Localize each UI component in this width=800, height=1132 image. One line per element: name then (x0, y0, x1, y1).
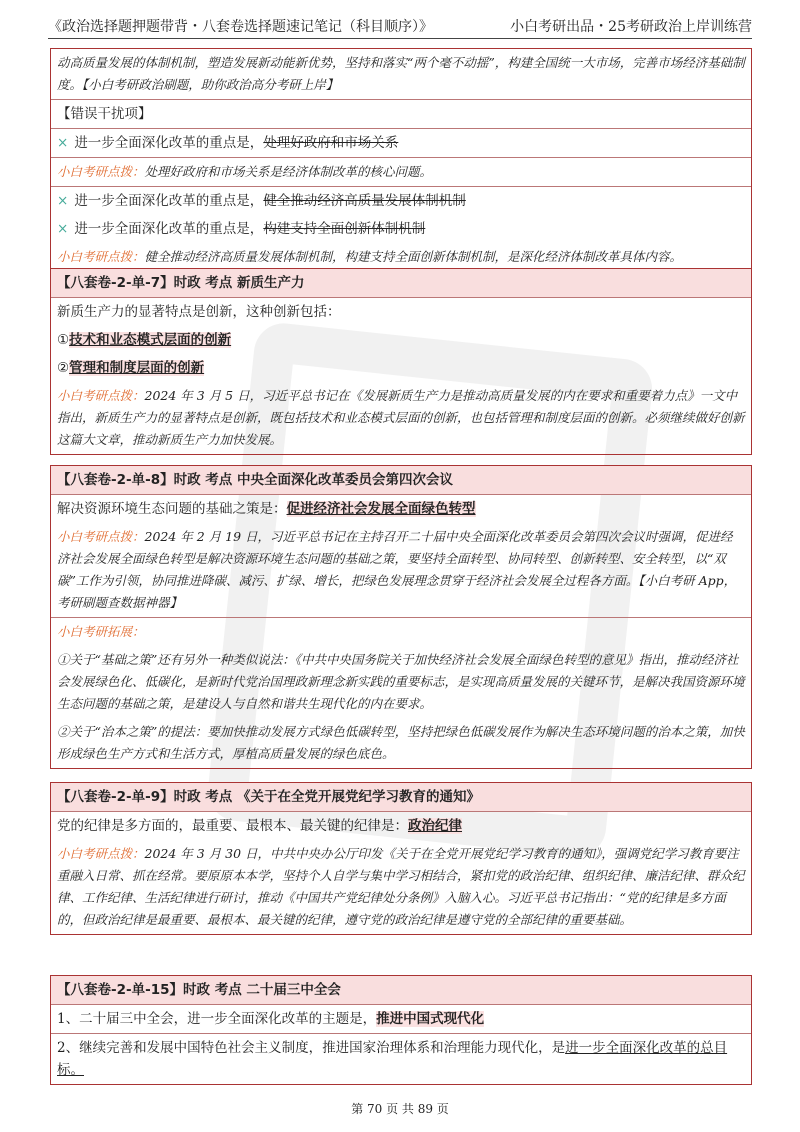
error-strike: 健全推动经济高质量发展体制机制 (263, 193, 466, 209)
page-header (48, 14, 752, 39)
item-text: 技术和业态模式层面的创新 (69, 332, 232, 348)
answer: 推进中国式现代化 (376, 1011, 485, 1027)
error-option-3 (51, 215, 751, 243)
block-reform-meeting (50, 465, 752, 769)
intro (51, 495, 751, 523)
line-prefix: 2、继续完善和发展中国特色社会主义制度，推进国家治理体系和治理能力现代化，是 (57, 1040, 566, 1056)
note-text: 处理好政府和市场关系是经济体制改革的核心问题。 (144, 164, 433, 179)
answer: 促进经济社会发展全面绿色转型 (286, 501, 476, 517)
intro-text: 解决资源环境生态问题的基础之策是： (57, 501, 287, 517)
block-continued (50, 48, 752, 272)
block-title: 【八套卷-2-单-9】时政 考点 《关于在全党开展党纪学习教育的通知》 (51, 783, 751, 812)
cross-icon: × (57, 221, 69, 237)
note (51, 382, 751, 454)
note-text: 2024 年 3 月 5 日，习近平总书记在《发展新质生产力是推动高质量发展的内在要求和重要着力点》一文中指出，新质生产力的显著特点是创新，既包括技术和业态模式层面的创新，也包括管理和制度层面的创新。必须继续做好创新这篇大文章，推动新质生产力加快发展。 (57, 388, 745, 447)
note-2 (51, 243, 751, 271)
item-2 (51, 354, 751, 382)
intro (51, 812, 751, 840)
note-label: 小白考研点拨： (57, 249, 145, 264)
error-option-2 (51, 187, 751, 215)
error-option-1 (51, 129, 751, 158)
note-text: 2024 年 2 月 19 日，习近平总书记在主持召开二十届中央全面深化改革委员会第四次会议时强调，促进经济社会发展全面绿色转型是解决资源环境生态问题的基础之策，要坚持全面转型、协同转型、创新转型、安全转型，以“双碳”工作为引领，协同推进降碳、减污、扩绿、增长，把绿色发展理念贯穿于经济社会发展全过程各方面。【小白考研 App，考研刷题查数据神器】 (57, 529, 737, 610)
item-number: ① (57, 332, 70, 348)
line-prefix: 1、二十届三中全会，进一步全面深化改革的主题是， (57, 1011, 377, 1027)
line-1 (51, 1005, 751, 1034)
error-strike: 构建支持全面创新体制机制 (263, 221, 426, 237)
answer: 进一步全面深化改革的总目标。 (57, 1040, 728, 1078)
errors-title: 【错误干扰项】 (51, 100, 751, 129)
error-prefix: 进一步全面深化改革的重点是， (74, 135, 264, 151)
block-title: 【八套卷-2-单-7】时政 考点 新质生产力 (51, 269, 751, 298)
extension-label (51, 618, 751, 646)
page-footer: 第 70 页 共 89 页 (351, 1102, 449, 1116)
block-new-productivity (50, 268, 752, 455)
item-text: 管理和制度层面的创新 (69, 360, 205, 376)
continued-text: 动高质量发展的体制机制，塑造发展新动能新优势，坚持和落实“两个毫不动摇”，构建全国统一大市场，完善市场经济基础制度。【小白考研政治刷题，助你政治高分考研上岸】 (51, 49, 751, 100)
extension-2: ②关于“治本之策”的提法：要加快推动发展方式绿色低碳转型，坚持把绿色低碳发展作为解决生态环境问题的治本之策，加快形成绿色生产方式和生活方式，厚植高质量发展的绿色底色。 (57, 724, 745, 761)
header-right: 小白考研出品・25考研政治上岸训练营 (510, 19, 752, 35)
cross-icon: × (57, 135, 69, 151)
note-label: 小白考研点拨： (57, 529, 145, 544)
cross-icon: × (57, 193, 69, 209)
note-1 (51, 158, 751, 187)
note-label: 小白考研点拨： (57, 388, 145, 403)
header-left: 《政治选择题押题带背・八套卷选择题速记笔记（科目顺序）》 (48, 19, 433, 35)
extension-1: ①关于“基础之策”还有另外一种类似说法：《中共中央国务院关于加快经济社会发展全面绿色转型的意见》指出，推动经济社会发展绿色化、低碳化，是新时代党治国理政新理念新实践的重要标志，是实现高质量发展的关键环节，是解决我国资源环境生态问题的基础之策，是建设人与自然和谐共生现代化的内在要求。 (57, 652, 745, 711)
block-title: 【八套卷-2-单-8】时政 考点 中央全面深化改革委员会第四次会议 (51, 466, 751, 495)
block-third-plenum (50, 975, 752, 1085)
intro: 新质生产力的显著特点是创新，这种创新包括： (57, 304, 341, 320)
intro-text: 党的纪律是多方面的，最重要、最根本、最关键的纪律是： (57, 818, 408, 834)
line-2 (51, 1034, 751, 1084)
note (51, 523, 751, 618)
note-label: 小白考研点拨： (57, 164, 145, 179)
ext-label: 小白考研拓展： (57, 624, 145, 639)
note-label: 小白考研点拨： (57, 846, 145, 861)
answer: 政治纪律 (408, 818, 462, 834)
note (51, 840, 751, 934)
error-strike: 处理好政府和市场关系 (263, 135, 399, 151)
item-1 (51, 326, 751, 354)
error-prefix: 进一步全面深化改革的重点是， (74, 193, 264, 209)
error-prefix: 进一步全面深化改革的重点是， (74, 221, 264, 237)
block-party-discipline (50, 782, 752, 935)
note-text: 健全推动经济高质量发展体制机制，构建支持全面创新体制机制，是深化经济体制改革具体内容。 (144, 249, 683, 264)
block-title: 【八套卷-2-单-15】时政 考点 二十届三中全会 (51, 976, 751, 1005)
item-number: ② (57, 360, 70, 376)
note-text: 2024 年 3 月 30 日，中共中央办公厅印发《关于在全党开展党纪学习教育的通知》，强调党纪学习教育要注重融入日常、抓在经常。要原原本本学，坚持个人自学与集中学习相结合，紧扣党的政治纪律、组织纪律、廉洁纪律、群众纪律、工作纪律、生活纪律进行研讨，推动《中国共产党纪律处分条例》入脑入心。习近平总书记指出：“党的纪律是多方面的，但政治纪律是最重要、最根本、最关键的纪律，遵守党的政治纪律是遵守党的全部纪律的重要基础。 (57, 846, 745, 927)
